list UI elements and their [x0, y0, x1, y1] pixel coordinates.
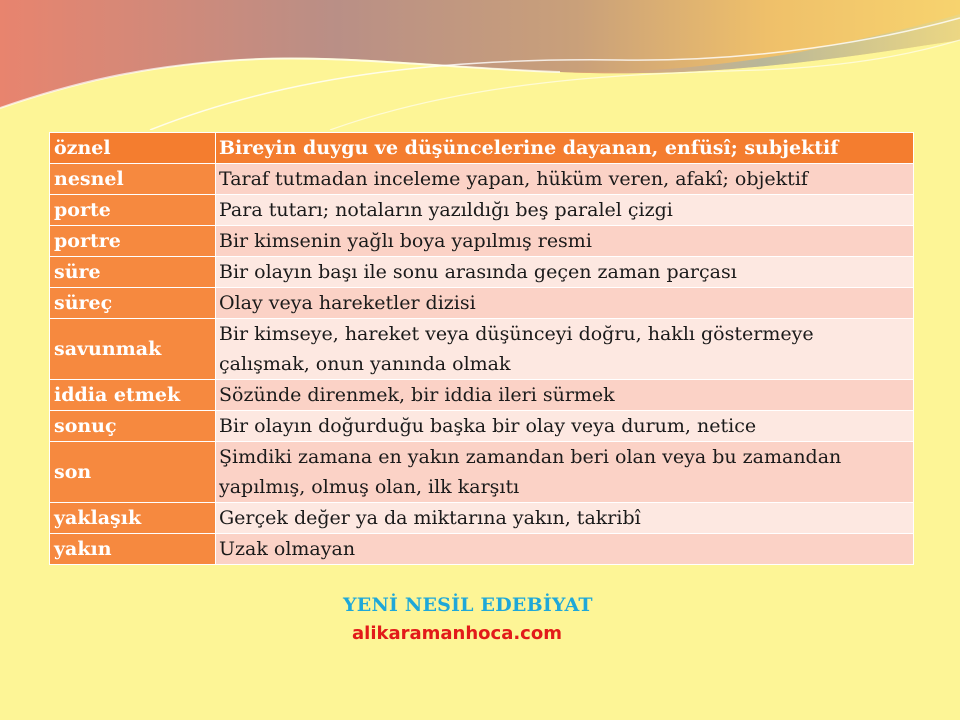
table-row — [50, 503, 914, 534]
term-cell: porte — [50, 195, 216, 226]
definition-cell: Bir kimseye, hareket veya düşünceyi doğru, haklı göstermeye çalışmak, onun yanında olmak — [216, 319, 914, 380]
definition-cell: Para tutarı; notaların yazıldığı beş paralel çizgi — [216, 195, 914, 226]
term-cell: süreç — [50, 288, 216, 319]
glossary-header-row — [50, 133, 914, 164]
decorative-wave-banner — [0, 0, 960, 130]
term-cell: sonuç — [50, 411, 216, 442]
brand-title: YENİ NESİL EDEBİYAT — [343, 594, 593, 616]
definition-cell: Bir olayın başı ile sonu arasında geçen zaman parçası — [216, 257, 914, 288]
definition-cell: Gerçek değer ya da miktarına yakın, takribî — [216, 503, 914, 534]
definition-cell: Uzak olmayan — [216, 534, 914, 565]
table-row — [50, 226, 914, 257]
term-cell: yakın — [50, 534, 216, 565]
definition-cell: Bir kimsenin yağlı boya yapılmış resmi — [216, 226, 914, 257]
website-link[interactable]: alikaramanhoca.com — [352, 623, 562, 644]
definition-cell: Bir olayın doğurduğu başka bir olay veya durum, netice — [216, 411, 914, 442]
table-row — [50, 257, 914, 288]
table-row — [50, 380, 914, 411]
glossary-table — [49, 132, 914, 565]
table-row — [50, 164, 914, 195]
term-cell: yaklaşık — [50, 503, 216, 534]
table-row — [50, 288, 914, 319]
header-term: öznel — [50, 133, 216, 164]
table-row — [50, 195, 914, 226]
table-row — [50, 411, 914, 442]
table-row — [50, 442, 914, 503]
definition-cell: Olay veya hareketler dizisi — [216, 288, 914, 319]
term-cell: nesnel — [50, 164, 216, 195]
term-cell: iddia etmek — [50, 380, 216, 411]
definition-cell: Taraf tutmadan inceleme yapan, hüküm veren, afakî; objektif — [216, 164, 914, 195]
definition-cell: Şimdiki zamana en yakın zamandan beri olan veya bu zamandan yapılmış, olmuş olan, ilk karşıtı — [216, 442, 914, 503]
header-definition: Bireyin duygu ve düşüncelerine dayanan, enfüsî; subjektif — [216, 133, 914, 164]
term-cell: portre — [50, 226, 216, 257]
table-row — [50, 534, 914, 565]
term-cell: savunmak — [50, 319, 216, 380]
term-cell: son — [50, 442, 216, 503]
table-row — [50, 319, 914, 380]
term-cell: süre — [50, 257, 216, 288]
definition-cell: Sözünde direnmek, bir iddia ileri sürmek — [216, 380, 914, 411]
